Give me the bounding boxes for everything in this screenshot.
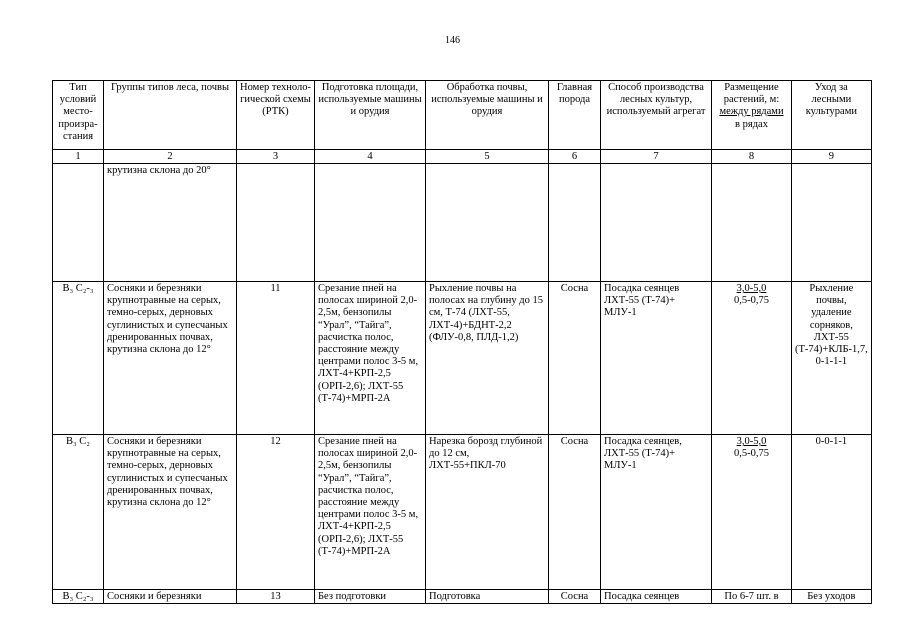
cell-groups: Сосняки и березняки — [104, 590, 237, 604]
cell-spacing: По 6-7 шт. в — [712, 590, 792, 604]
column-number-row — [53, 150, 872, 164]
cell-species — [549, 164, 601, 282]
column-number: 8 — [712, 150, 792, 164]
column-number: 4 — [315, 150, 426, 164]
column-number: 2 — [104, 150, 237, 164]
header-groups: Группы типов леса, почвы — [104, 81, 237, 150]
header-type: Тип условий место-произра-стания — [53, 81, 104, 150]
cell-spacing — [712, 164, 792, 282]
forestry-table — [52, 80, 872, 604]
table-row — [53, 435, 872, 590]
header-care: Уход за лесными культурами — [792, 81, 872, 150]
header-scheme: Номер техноло-гической схемы (РТК) — [237, 81, 315, 150]
header-soil: Обработка почвы, используемые машины и орудия — [426, 81, 549, 150]
column-number: 6 — [549, 150, 601, 164]
cell-scheme: 13 — [237, 590, 315, 604]
spacing-between-rows: 3,0-5,0 — [736, 283, 767, 294]
column-number: 3 — [237, 150, 315, 164]
table-row — [53, 590, 872, 604]
cell-species: Сосна — [549, 435, 601, 590]
cell-type — [53, 164, 104, 282]
header-species: Главная порода — [549, 81, 601, 150]
column-number: 5 — [426, 150, 549, 164]
cell-preparation: Срезание пней на полосах шириной 2,0-2,5м, бензопилы “Урал”, “Тайга”, расчистка полос, расстояние между центрами полос 3-5 м, ЛХТ-4+КРП-2,5 (ОРП-2,6); ЛХТ-55 (Т-74)+МРП-2А — [315, 435, 426, 590]
cell-species: Сосна — [549, 590, 601, 604]
cell-spacing — [712, 435, 792, 590]
cell-soil: Рыхление почвы на полосах на глубину до 15 см, Т-74 (ЛХТ-55, ЛХТ-4)+БДНТ-2,2 (ФЛУ-0,8, ПЛД-1,2) — [426, 282, 549, 435]
cell-preparation — [315, 164, 426, 282]
cell-scheme — [237, 164, 315, 282]
cell-groups: Сосняки и березняки крупнотравные на серых, темно-серых, дерновых суглинистых и супесчаных дренированных почвах, крутизна склона до 12° — [104, 435, 237, 590]
header-preparation: Подготовка площади, используемые машины и орудия — [315, 81, 426, 150]
column-number: 1 — [53, 150, 104, 164]
table-row — [53, 164, 872, 282]
cell-method: Посадка сеянцев, ЛХТ-55 (Т-74)+ МЛУ-1 — [601, 435, 712, 590]
cell-care — [792, 164, 872, 282]
cell-method: Посадка сеянцев ЛХТ-55 (Т-74)+ МЛУ-1 — [601, 282, 712, 435]
cell-spacing — [712, 282, 792, 435]
header-spacing — [712, 81, 792, 150]
header-method: Способ производства лесных культур, используемый агрегат — [601, 81, 712, 150]
spacing-between-rows: 3,0-5,0 — [736, 436, 767, 447]
header-row — [53, 81, 872, 150]
header-spacing-title: Размещение растений, м: — [723, 82, 780, 106]
cell-preparation: Без подготовки — [315, 590, 426, 604]
cell-soil: Подготовка — [426, 590, 549, 604]
cell-type: В₃ С₂ — [53, 435, 104, 590]
header-spacing-between: между рядами — [719, 106, 784, 118]
table-row — [53, 282, 872, 435]
cell-groups: крутизна склона до 20° — [104, 164, 237, 282]
cell-type: В₃ С₂-₃ — [53, 282, 104, 435]
spacing-in-rows: 0,5-0,75 — [734, 295, 769, 307]
cell-care: Рыхление почвы, удаление сорняков, ЛХТ-55 (Т-74)+КЛБ-1,7, 0-1-1-1 — [792, 282, 872, 435]
cell-preparation: Срезание пней на полосах шириной 2,0-2,5м, бензопилы “Урал”, “Тайга”, расчистка полос, расстояние между центрами полос 3-5 м, ЛХТ-4+КРП-2,5 (ОРП-2,6); ЛХТ-55 (Т-74)+МРП-2А — [315, 282, 426, 435]
cell-soil: Нарезка борозд глубиной до 12 см, ЛХТ-55+ПКЛ-70 — [426, 435, 549, 590]
spacing-in-rows: 0,5-0,75 — [734, 448, 769, 460]
cell-method: Посадка сеянцев — [601, 590, 712, 604]
column-number: 7 — [601, 150, 712, 164]
cell-groups: Сосняки и березняки крупнотравные на серых, темно-серых, дерновых суглинистых и супесчаных дренированных почвах, крутизна склона до 12° — [104, 282, 237, 435]
header-spacing-in: в рядах — [735, 118, 768, 130]
cell-care: Без уходов — [792, 590, 872, 604]
cell-scheme: 12 — [237, 435, 315, 590]
page-number: 146 — [445, 35, 460, 46]
cell-species: Сосна — [549, 282, 601, 435]
cell-care: 0-0-1-1 — [792, 435, 872, 590]
column-number: 9 — [792, 150, 872, 164]
cell-method — [601, 164, 712, 282]
cell-soil — [426, 164, 549, 282]
cell-type: В₃ С₂-₃ — [53, 590, 104, 604]
cell-scheme: 11 — [237, 282, 315, 435]
